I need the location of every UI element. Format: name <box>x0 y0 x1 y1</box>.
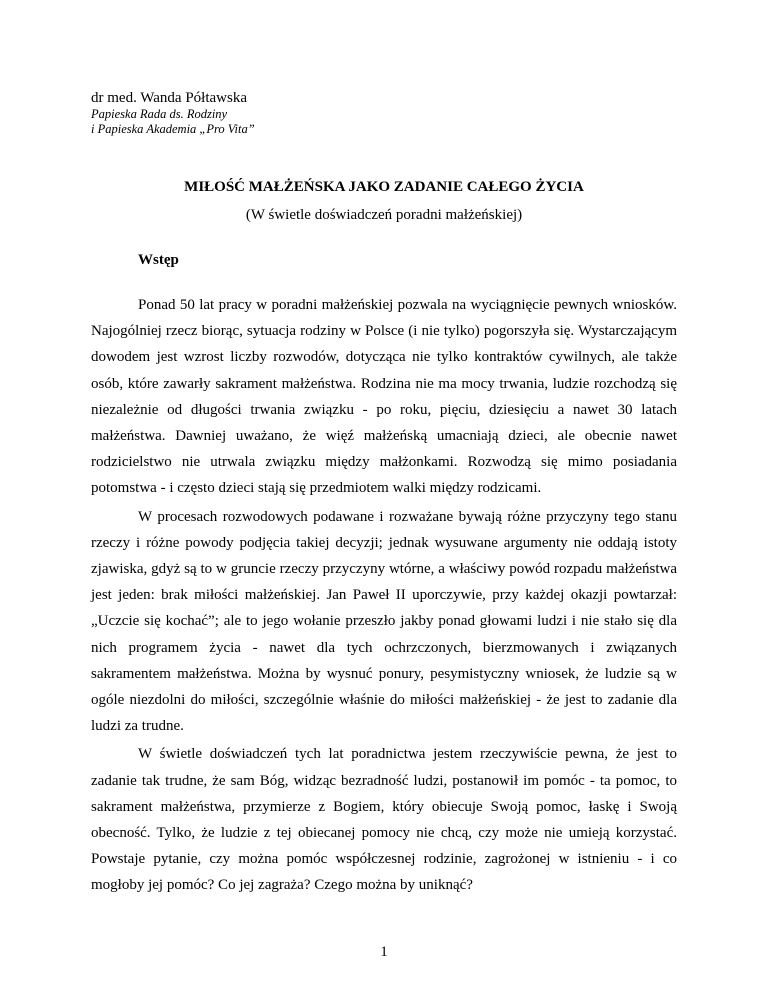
paragraph: W procesach rozwodowych podawane i rozważane bywają różne przyczyny tego stanu rzeczy i różne powody podjęcia takiej decyzji; jednak wysuwane argumenty nie oddają istoty zjawiska, gdyż są to w gruncie rzeczy przyczyny wtórne, a właściwy powód rozpadu małżeństwa jest jeden: brak miłości małżeńskiej. Jan Paweł II uporczywie, przy każdej okazji powtarzał: „Uczcie się kochać”; ale to jego wołanie przeszło jakby ponad głowami ludzi i nie stało się dla nich programem życia - nawet dla tych ochrzczonych, bierzmowanych i związanych sakramentem małżeństwa. Można by wysnuć ponury, pesymistyczny wniosek, że ludzie są w ogóle niezdolni do miłości, szczególnie właśnie do miłości małżeńskiej - że jest to zadanie dla ludzi za trudne. <box>91 508 677 735</box>
affiliation-line-1: Papieska Rada ds. Rodziny <box>91 107 228 121</box>
author-name: dr med. Wanda Półtawska <box>91 90 247 106</box>
page-number: 1 <box>380 944 388 960</box>
body-text <box>91 292 677 899</box>
paragraph: W świetle doświadczeń tych lat poradnictwa jestem rzeczywiście pewna, że jest to zadanie tak trudne, że sam Bóg, widząc bezradność ludzi, postanowił im pomóc - ta pomoc, to sakrament małżeństwa, przymierze z Bogiem, który obiecuje Swoją pomoc, łaskę i Swoją obecność. Tylko, że ludzie z tej obiecanej pomocy nie chcą, czy może nie umieją korzystać. Powstaje pytanie, czy można pomóc współczesnej rodzinie, zagrożonej w istnieniu - i co mogłoby jej pomóc? Co jej zagraża? Czego można by uniknąć? <box>91 746 677 894</box>
article-subtitle: (W świetle doświadczeń poradni małżeńskiej) <box>245 207 523 223</box>
paragraph: Ponad 50 lat pracy w poradni małżeńskiej pozwala na wyciągnięcie pewnych wniosków. Najogólniej rzecz biorąc, sytuacja rodziny w Polsce (i nie tylko) pogorszyła się. Wystarczającym dowodem jest wzrost liczby rozwodów, dotycząca nie tylko kontraktów cywilnych, ale także osób, które zawarły sakrament małżeństwa. Rodzina nie ma mocy trwania, ludzie rozchodzą się niezależnie od długości trwania związku - po roku, pięciu, dziesięciu a nawet 30 latach małżeństwa. Dawniej uważano, że więź małżeńską umacniają dzieci, ale obecnie nawet rodzicielstwo nie utrwala związku między małżonkami. Rozwodzą się mimo posiadania potomstwa - i często dzieci stają się przedmiotem walki między rodzicami. <box>91 297 677 497</box>
section-heading: Wstęp <box>138 252 179 268</box>
affiliation-line-2: i Papieska Akademia „Pro Vita” <box>91 122 255 136</box>
article-title: MIŁOŚĆ MAŁŻEŃSKA JAKO ZADANIE CAŁEGO ŻYCIA <box>184 179 584 195</box>
